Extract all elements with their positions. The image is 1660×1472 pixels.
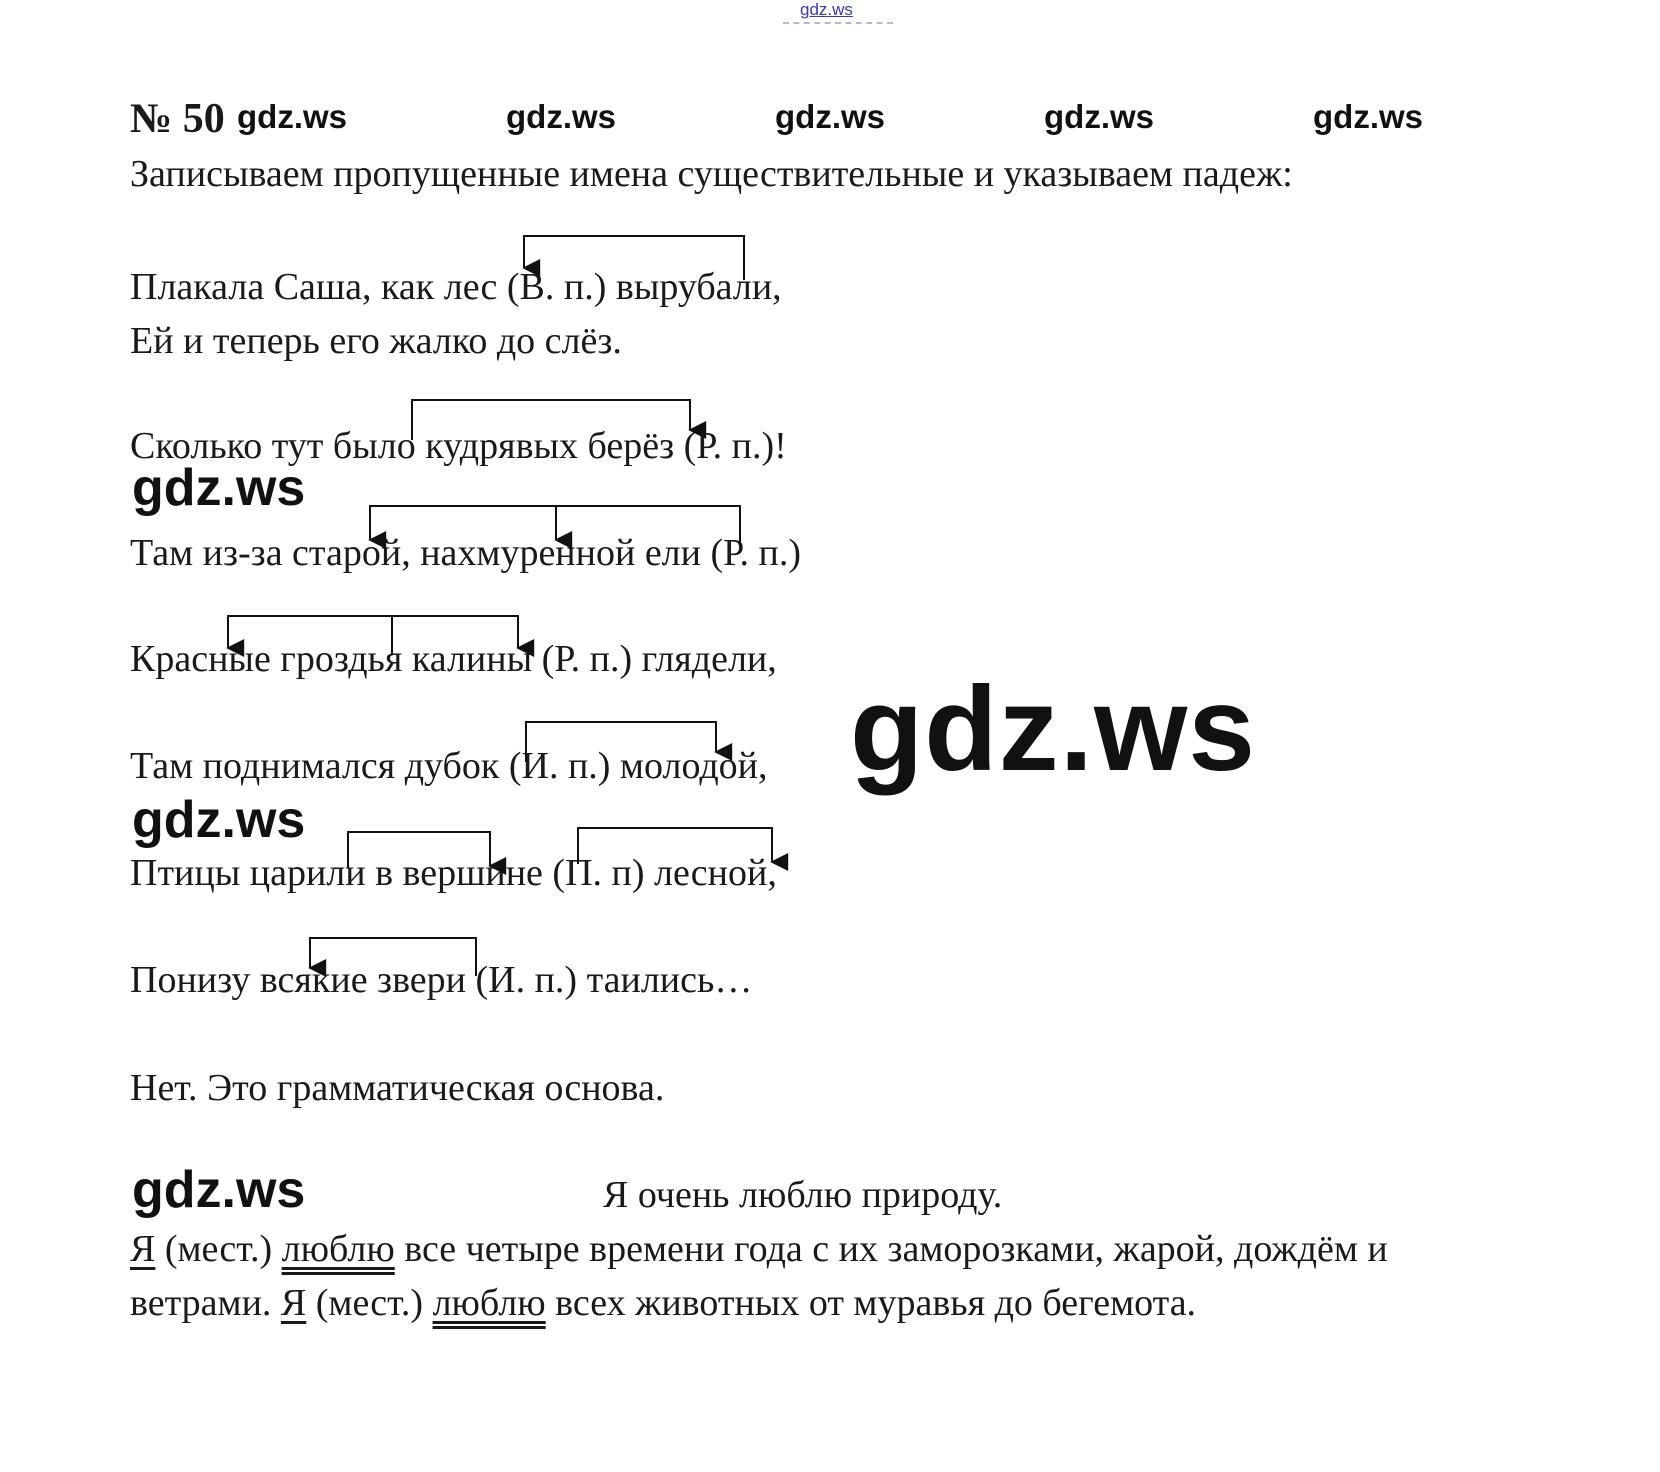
task-number: № 50 — [130, 96, 225, 142]
subject-word: Я — [280, 1282, 307, 1324]
watermark: gdz.ws — [506, 98, 617, 135]
essay-line — [130, 1227, 1388, 1271]
predicate-word: люблю — [281, 1228, 395, 1270]
predicate-word: люблю — [432, 1282, 546, 1324]
watermark: gdz.ws — [237, 98, 348, 135]
intro-text: Записываем пропущенные имена существительные и указываем падеж: — [130, 153, 1293, 195]
essay-text: ветрами. — [130, 1282, 281, 1324]
poem-line: Понизу всякие звери (И. п.) таились… — [130, 959, 753, 1001]
poem-line: Там поднимался дубок (И. п.) молодой, — [130, 745, 768, 787]
watermark: gdz.ws — [132, 1161, 306, 1219]
poem-line: Красные гроздья калины (Р. п.) глядели, — [130, 638, 777, 680]
watermark-large: gdz.ws — [850, 662, 1257, 796]
essay-title: Я очень люблю природу. — [603, 1174, 1003, 1216]
poem-line: Птицы царили в вершине (П. п) лесной, — [130, 852, 777, 894]
watermark: gdz.ws — [1044, 98, 1155, 135]
essay-text: всех животных от муравья до бегемота. — [545, 1282, 1197, 1324]
poem-line: Сколько тут было кудрявых берёз (Р. п.)! — [130, 425, 787, 467]
top-divider — [783, 22, 893, 24]
part-of-speech: (мест.) — [306, 1282, 433, 1324]
answer-text: Нет. Это грамматическая основа. — [130, 1067, 665, 1109]
watermark: gdz.ws — [132, 459, 306, 517]
watermark: gdz.ws — [132, 791, 306, 849]
essay-line — [130, 1281, 1196, 1325]
watermark: gdz.ws — [1313, 98, 1424, 135]
part-of-speech: (мест.) — [155, 1228, 282, 1270]
essay-text: все четыре времени года с их заморозками, жарой, дождём и — [394, 1228, 1388, 1270]
watermark: gdz.ws — [775, 98, 886, 135]
top-watermark: gdz.ws — [800, 0, 853, 19]
poem-line: Там из-за старой, нахмуренной ели (Р. п.) — [130, 532, 802, 574]
poem-line: Ей и теперь его жалко до слёз. — [130, 320, 622, 362]
subject-word: Я — [130, 1228, 156, 1270]
poem-line: Плакала Саша, как лес (В. п.) вырубали, — [130, 266, 782, 308]
